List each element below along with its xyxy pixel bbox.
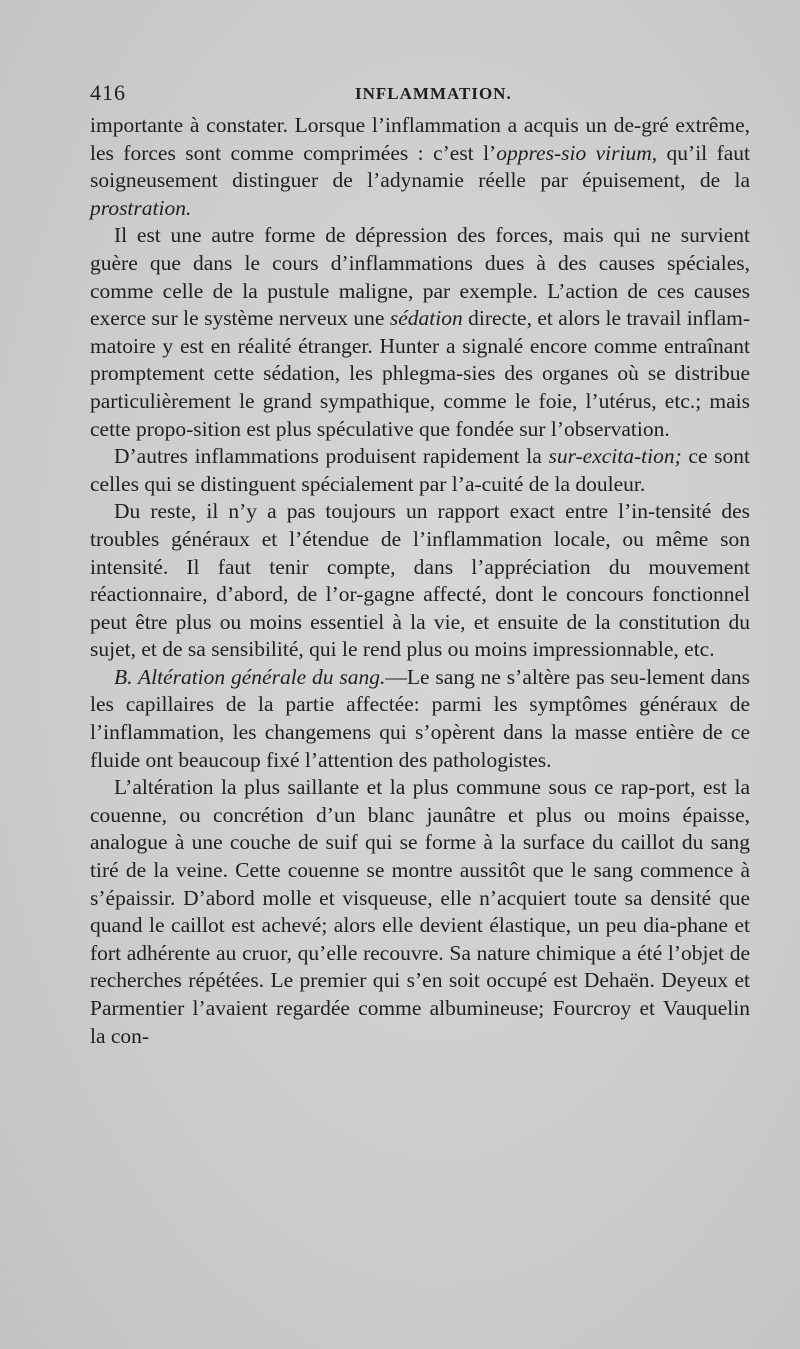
running-head: INFLAMMATION.	[355, 84, 512, 103]
paragraph-2	[90, 222, 750, 443]
paragraph-3-text-b: ce sont celles qui se distinguent spécialement par l’a-cuité de la douleur.	[90, 444, 750, 496]
paragraph-1	[90, 112, 750, 222]
paragraph-2-italic-a: sédation	[389, 306, 463, 331]
paragraph-6-text-a: L’altération la plus saillante et la plus commune sous ce rap-port, est la couenne, ou concrétion d’un blanc jaunâtre et plus ou moins épaisse, analogue à une couche de suif qui se forme à la surface du caillot du sang tiré de la veine. Cette couenne se montre aussitôt que le sang commence à s’épaissir. D’abord molle et visqueuse, elle n’acquiert toute sa densité que quand le caillot est achevé; alors elle devient élastique, un peu dia-phane et fort adhérente au cruor, qu’elle recouvre. Sa nature chimique a été l’objet de recherches répétées. Le premier qui s’en soit occupé est Dehaën. Deyeux et Parmentier l’avaient regardée comme albumineuse; Fourcroy et Vauquelin la con-	[90, 775, 750, 1048]
paragraph-1-italic-a: oppres-sio virium	[496, 140, 652, 165]
text-body	[90, 112, 750, 1050]
paragraph-5-italic-a: B. Altération générale du sang.	[114, 664, 386, 689]
paragraph-1-text-a: importante à constater. Lorsque l’inflammation a acquis un de-gré extrême, les forces sont comme comprimées : c’est l’	[90, 113, 750, 165]
page-number: 416	[90, 80, 126, 105]
paragraph-1-text-b: , qu’il faut soigneusement distinguer de l’adynamie réelle par épuisement, de la	[90, 140, 750, 193]
paragraph-1-italic-b: prostration.	[90, 195, 192, 220]
paragraph-3-italic-a: sur-excita-tion;	[548, 444, 682, 469]
page-header	[90, 80, 750, 110]
paragraph-5-text-b: —Le sang ne s’altère pas seu-lement dans les capillaires de la partie affectée: parmi les symptômes généraux de l’inflammation, les changemens qui s’opèrent dans la masse entière de ce fluide ont beaucoup fixé l’attention des pathologistes.	[90, 664, 750, 772]
paragraph-3	[90, 443, 750, 498]
paragraph-5	[90, 664, 750, 774]
paragraph-2-text-b: directe, et alors le travail inflam-matoire y est en réalité étranger. Hunter a signalé encore comme entraînant promptement cette sédation, les phlegma-sies des organes où se distribue particulièrement le grand sympathique, comme le foie, l’utérus, etc.; mais cette propo-sition est plus spéculative que fondée sur l’observation.	[90, 306, 750, 441]
paragraph-2-text-a: Il est une autre forme de dépression des forces, mais qui ne survient guère que dans le cours d’inflammations dues à des causes spéciales, comme celle de la pustule maligne, par exemple. L’action de ces causes exerce sur le système nerveux une	[90, 223, 750, 331]
paragraph-4-text-a: Du reste, il n’y a pas toujours un rapport exact entre l’in-tensité des troubles généraux et l’étendue de l’inflammation locale, ou même son intensité. Il faut tenir compte, dans l’appréciation du mouvement réactionnaire, d’abord, de l’or-gagne affecté, dont le concours fonctionnel peut être plus ou moins essentiel à la vie, et ensuite de la constitution du sujet, et de sa sensibilité, qui le rend plus ou moins impressionnable, etc.	[90, 499, 750, 662]
paragraph-4	[90, 498, 750, 664]
paragraph-6	[90, 774, 750, 1050]
paragraph-3-text-a: D’autres inflammations produisent rapidement la	[114, 444, 549, 469]
